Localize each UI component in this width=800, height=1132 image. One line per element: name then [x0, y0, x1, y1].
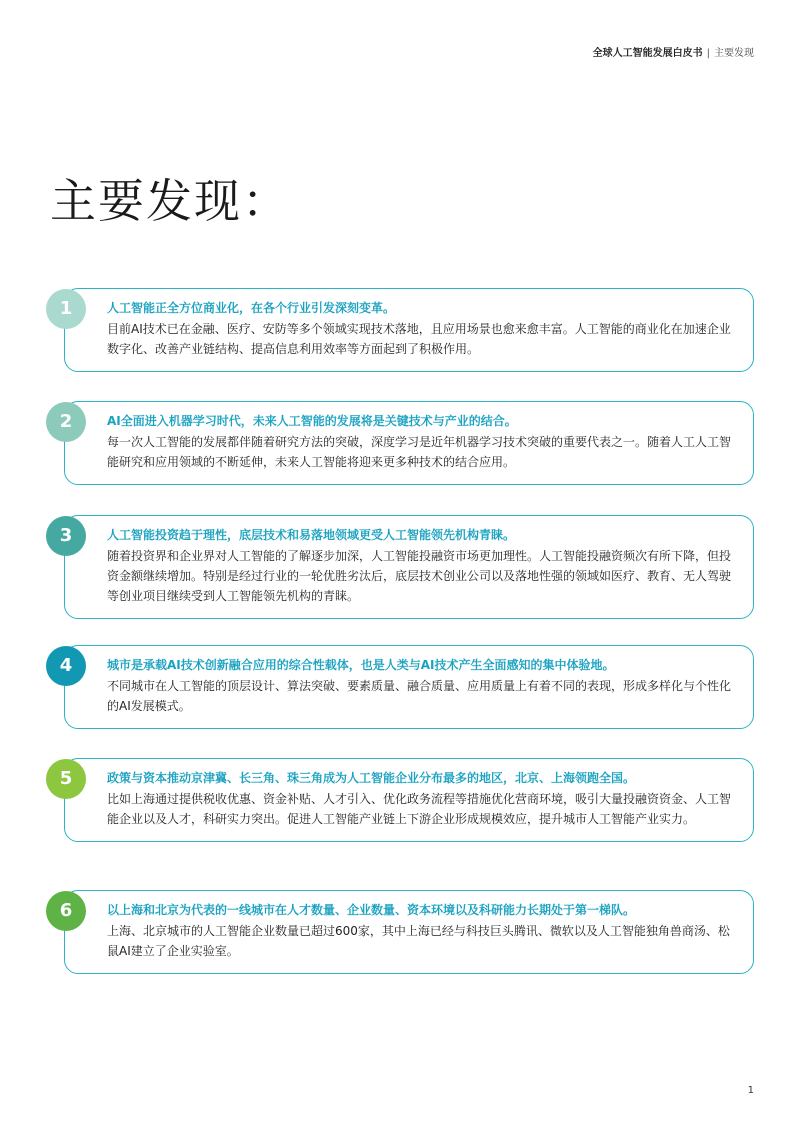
page-title: 主要发现：	[50, 174, 290, 228]
finding-body: 上海、北京城市的人工智能企业数量已超过600家，其中上海已经与科技巨头腾讯、微软以及人工智能独角兽商汤、松鼠AI建立了企业实验室。	[107, 924, 730, 958]
finding-body: 每一次人工智能的发展都伴随着研究方法的突破，深度学习是近年机器学习技术突破的重要代表之一。随着人工人工智能研究和应用领域的不断延伸，未来人工智能将迎来更多种技术的结合应用。	[107, 435, 732, 469]
finding-heading: AI全面进入机器学习时代，未来人工智能的发展将是关键技术与产业的结合。	[107, 414, 517, 428]
finding-number-badge-4: 4	[46, 646, 86, 686]
finding-body: 目前AI技术已在金融、医疗、安防等多个领域实现技术落地，且应用场景也愈来愈丰富。人工智能的商业化在加速企业数字化、改善产业链结构、提高信息利用效率等方面起到了积极作用。	[107, 322, 731, 356]
finding-body: 不同城市在人工智能的顶层设计、算法突破、要素质量、融合质量、应用质量上有着不同的表现，形成多样化与个性化的AI发展模式。	[107, 679, 732, 713]
finding-number-badge-3: 3	[46, 516, 86, 556]
finding-card-4	[64, 645, 754, 729]
finding-heading: 政策与资本推动京津冀、长三角、珠三角成为人工智能企业分布最多的地区，北京、上海领跑全国。	[107, 771, 636, 785]
page-number: 1	[747, 1085, 754, 1096]
finding-number-badge-5: 5	[46, 759, 86, 799]
finding-heading: 人工智能正全方位商业化，在各个行业引发深刻变革。	[107, 301, 396, 315]
running-header	[593, 44, 754, 59]
finding-number-badge-1: 1	[46, 289, 86, 329]
finding-body: 比如上海通过提供税收优惠、资金补贴、人才引入、优化政务流程等措施优化营商环境，吸引大量投融资资金、人工智能企业以及人才，科研实力突出。促进人工智能产业链上下游企业形成规模效应，提升城市人工智能产业实力。	[107, 792, 732, 826]
header-doc-title: 全球人工智能发展白皮书	[592, 48, 703, 59]
finding-number-badge-6: 6	[46, 891, 86, 931]
finding-card-2	[64, 401, 754, 485]
finding-heading: 以上海和北京为代表的一线城市在人才数量、企业数量、资本环境以及科研能力长期处于第一梯队。	[107, 903, 636, 917]
finding-card-1	[64, 288, 754, 372]
header-separator: |	[706, 48, 710, 59]
header-section: 主要发现	[714, 48, 754, 59]
finding-heading: 城市是承载AI技术创新融合应用的综合性载体，也是人类与AI技术产生全面感知的集中体验地。	[107, 658, 615, 672]
finding-body: 随着投资界和企业界对人工智能的了解逐步加深，人工智能投融资市场更加理性。人工智能投融资频次有所下降，但投资金额继续增加。特别是经过行业的一轮优胜劣汰后，底层技术创业公司以及落地性强的领域如医疗、教育、无人驾驶等创业项目继续受到人工智能领先机构的青睐。	[107, 549, 732, 603]
finding-card-5	[64, 758, 754, 842]
finding-card-3	[64, 515, 754, 619]
finding-number-badge-2: 2	[46, 402, 86, 442]
finding-heading: 人工智能投资趋于理性，底层技术和易落地领域更受人工智能领先机构青睐。	[107, 528, 516, 542]
finding-card-6	[64, 890, 754, 974]
